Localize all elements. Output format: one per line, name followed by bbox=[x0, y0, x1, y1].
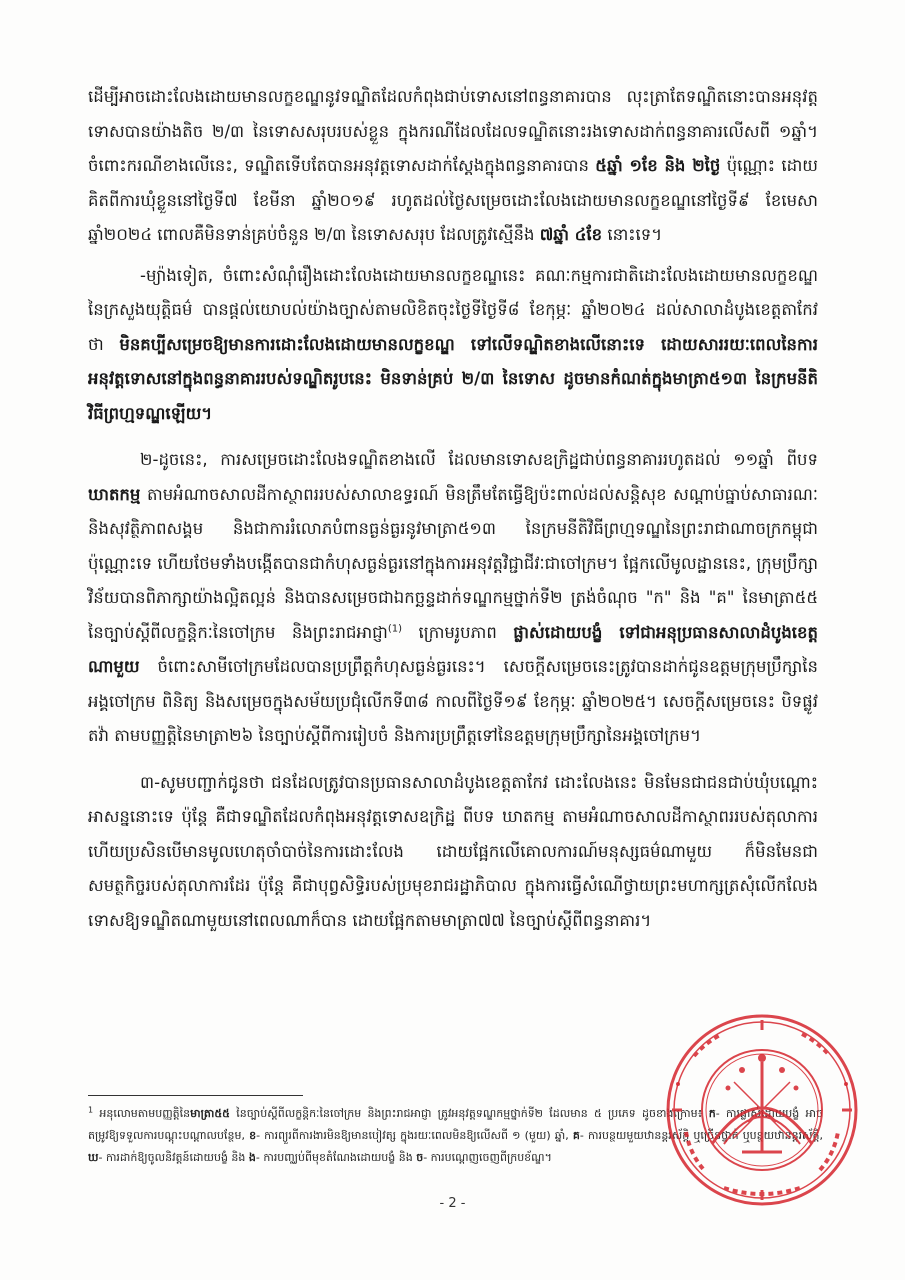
bold-sanction: ផ្លាស់ដោយបង្ខំ ទៅជាអនុប្រធានសាលាដំបូងខេត្តណាមួយ bbox=[88, 622, 818, 676]
footnote: $^1$ អនុលោមតាមបញ្ញត្តិនៃមាត្រា៥៥ នៃច្បាប់ស្តីពីលក្ខន្តិកៈនៃចៅក្រម និងព្រះរាជអាជ្ញា ត្រូវអនុវត្តទណ្ឌកម្មថ្នាក់ទី២ ដែលមាន ៥ ប្រភេទ ដូចខាងក្រោម៖ ក- ការផ្លាស់ដោយបង្ខំ អាចតម្រូវឱ្យទទួលការបណ្តុះបណ្តាលបន្ថែម, ខ- ការព្យួរពីការងារមិនឱ្យមានបៀវត្ស ក្នុងរយៈពេលមិនឱ្យលើសពី ១ (មួយ) ឆ្នាំ, គ- ការបន្ថយមួយឋានន្តរស័ក្តិ ឬច្រើនថ្នាក់ ឬបន្ថយឋានន្តរស័ក្តិ, ឃ- ការដាក់ឱ្យចូលនិវត្តន៍ដោយបង្ខំ និង ង- ការបញ្ឈប់ពីមុខតំណែងដោយបង្ខំ និង ច- ការបណ្តេញចេញពីក្របខ័ណ្ឌ។ bbox=[88, 1105, 823, 1164]
bold-duration-served: ៥ឆ្នាំ ១ខែ និង ២ថ្ងៃ bbox=[595, 156, 721, 175]
footnote-divider bbox=[88, 1095, 303, 1096]
paragraph-2: -ម្យ៉ាងទៀត, ចំពោះសំណុំរឿងដោះលែងដោយមានលក្ខខណ្ឌនេះ គណៈកម្មការជាតិដោះលែងដោយមានលក្ខខណ្ឌនៃក្រសួងយុត្តិធម៌ បានផ្តល់យោបល់យ៉ាងច្បាស់តាមលិខិតចុះថ្ងៃទីថ្ងៃទី៨ ខែកុម្ភៈ ឆ្នាំ២០២៤ ដល់សាលាដំបូងខេត្តតាកែវ ថា មិនគប្បីសម្រេចឱ្យមានការដោះលែងដោយមានលក្ខខណ្ឌ ទៅលើទណ្ឌិតខាងលើនោះទេ ដោយសាររយៈពេលនៃការអនុវត្តទោសនៅក្នុងពន្ធនាគាររបស់ទណ្ឌិតរូបនេះ មិនទាន់គ្រប់ ២/៣ នៃទោស ដូចមានកំណត់ក្នុងមាត្រា៥១៣ នៃក្រមនីតិវិធីព្រហ្មទណ្ឌឡើយ។ bbox=[88, 265, 818, 423]
paragraph-1: ដើម្បីអាចដោះលែងដោយមានលក្ខខណ្ឌនូវទណ្ឌិតដែលកំពុងជាប់ទោសនៅពន្ធនាគារបាន លុះត្រាតែទណ្ឌិតនោះបានអនុវត្តទោសបានយ៉ាងតិច ២/៣ នៃទោសសរុបរបស់ខ្លួន ក្នុងករណីដែលដែលទណ្ឌិតនោះរងទោសដាក់ពន្ធនាគារលើសពី ១ឆ្នាំ។ ចំពោះករណីខាងលើនេះ, ទណ្ឌិតទើបតែបានអនុវត្តទោសដាក់ស្តែងក្នុងពន្ធនាគារបាន ៥ឆ្នាំ ១ខែ និង ២ថ្ងៃ ប៉ុណ្ណោះ ដោយគិតពីការឃុំខ្លួននៅថ្ងៃទី៧ ខែមីនា ឆ្នាំ២០១៩ រហូតដល់ថ្ងៃសម្រេចដោះលែងដោយមានលក្ខខណ្ឌនៅថ្ងៃទី៩ ខែមេសា ឆ្នាំ២០២៤ ពោលគឺមិនទាន់គ្រប់ចំនួន ២/៣ នៃទោសសរុប ដែលត្រូវស្មើនឹង ៧ឆ្នាំ ៤ខែ នោះទេ។ bbox=[88, 87, 818, 244]
paragraph-3: ២-ដូចនេះ, ការសម្រេចដោះលែងទណ្ឌិតខាងលើ ដែលមានទោសឧក្រិដ្ឋជាប់ពន្ធនាគាររហូតដល់ ១១ឆ្នាំ ពីបទ ឃាតកម្ម តាមអំណាចសាលដីកាស្ថាពររបស់សាលាឧទ្ធរណ៍ មិនត្រឹមតែធ្វើឱ្យប៉ះពាល់ដល់សន្តិសុខ សណ្តាប់ធ្នាប់សាធារណៈ និងសុវត្ថិភាពសង្គម និងជាការរំលោភបំពានធ្ងន់ធ្ងរនូវមាត្រា៥១៣ នៃក្រមនីតិវិធីព្រហ្មទណ្ឌនៃព្រះរាជាណាចក្រកម្ពុជា ប៉ុណ្ណោះទេ ហើយថែមទាំងបង្កើតបានជាកំហុសធ្ងន់ធ្ងរនៅក្នុងការអនុវត្តវិជ្ជាជីវៈជាចៅក្រម។ ផ្អែកលើមូលដ្ឋាននេះ, ក្រុមប្រឹក្សាវិន័យបានពិភាក្សាយ៉ាងល្អិតល្អន់ និងបានសម្រេចជាឯកច្ឆន្ទដាក់ទណ្ឌកម្មថ្នាក់ទី២ ត្រង់ចំណុច "ក" និង "គ" នៃមាត្រា៥៥ នៃច្បាប់ស្តីពីលក្ខន្តិកៈនៃចៅក្រម និងព្រះរាជអាជ្ញា$^{(1)}$ ក្រោមរូបភាព ផ្លាស់ដោយបង្ខំ ទៅជាអនុប្រធានសាលាដំបូងខេត្តណាមួយ ចំពោះសាមីចៅក្រមដែលបានប្រព្រឹត្តកំហុសធ្ងន់ធ្ងរនេះ។ សេចក្តីសម្រេចនេះត្រូវបានដាក់ជូនឧត្តមក្រុមប្រឹក្សានៃអង្គចៅក្រម ពិនិត្យ និងសម្រេចក្នុងសម័យប្រជុំលើកទី៣៨ កាលពីថ្ងៃទី១៩ ខែកុម្ភៈ ឆ្នាំ២០២៥។ សេចក្តីសម្រេចនេះ បិទផ្លូវតវ៉ា តាមបញ្ញត្តិនៃមាត្រា២៦ នៃច្បាប់ស្តីពីការរៀបចំ និងការប្រព្រឹត្តទៅនៃឧត្តមក្រុមប្រឹក្សានៃអង្គចៅក្រម។ bbox=[88, 450, 818, 745]
bold-offense: ឃាតកម្ម bbox=[88, 484, 141, 504]
footnote-reference: (1) bbox=[387, 623, 403, 634]
official-seal-icon bbox=[664, 1012, 860, 1208]
document-body bbox=[88, 80, 818, 944]
page-number: - 2 - bbox=[439, 1196, 466, 1211]
paragraph-4: ៣-សូមបញ្ជាក់ជូនថា ជនដែលត្រូវបានប្រធានសាលាដំបូងខេត្តតាកែវ ដោះលែងនេះ មិនមែនជាជនជាប់ឃុំបណ្តោះអាសន្ននោះទេ ប៉ុន្តែ គឺជាទណ្ឌិតដែលកំពុងអនុវត្តទោសឧក្រិដ្ឋ ពីបទ ឃាតកម្ម តាមអំណាចសាលដីកាស្ថាពររបស់តុលាការ ហើយប្រសិនបើមានមូលហេតុចាំបាច់នៃការដោះលែង ដោយផ្អែកលើគោលការណ៍មនុស្សធម៌ណាមួយ ក៏មិនមែនជាសមត្ថកិច្ចរបស់តុលាការដែរ ប៉ុន្តែ គឺជាបុព្វសិទ្ធិរបស់ប្រមុខរាជរដ្ឋាភិបាល ក្នុងការធ្វើសំណើថ្វាយព្រះមហាក្សត្រសុំលើកលែងទោសឱ្យទណ្ឌិតណាមួយនៅពេលណាក៏បាន ដោយផ្អែកតាមមាត្រា៧៧ នៃច្បាប់ស្តីពីពន្ធនាគារ។ bbox=[88, 772, 818, 930]
footnote-marker: 1 bbox=[88, 1105, 94, 1115]
bold-committee-opinion: មិនគប្បីសម្រេចឱ្យមានការដោះលែងដោយមានលក្ខខណ្ឌ ទៅលើទណ្ឌិតខាងលើនោះទេ ដោយសាររយៈពេលនៃការអនុវត្តទោសនៅក្នុងពន្ធនាគាររបស់ទណ្ឌិតរូបនេះ មិនទាន់គ្រប់ ២/៣ នៃទោស ដូចមានកំណត់ក្នុងមាត្រា៥១៣ នៃក្រមនីតិវិធីព្រហ្មទណ្ឌឡើយ។ bbox=[88, 334, 818, 423]
bold-two-thirds-term: ៧ឆ្នាំ ៤ខែ bbox=[539, 225, 603, 244]
